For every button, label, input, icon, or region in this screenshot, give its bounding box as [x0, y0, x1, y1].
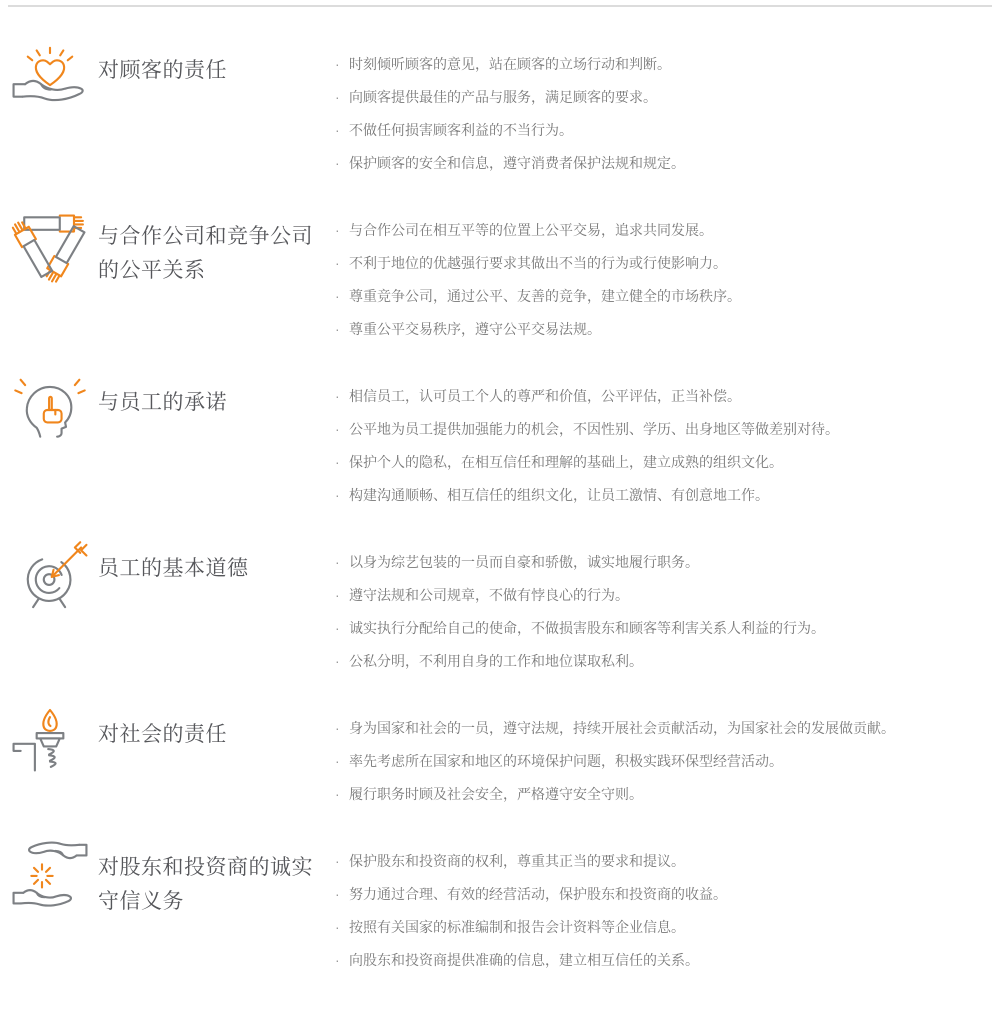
- bullet-item: · 努力通过合理、有效的经营活动，保护股东和投资商的收益。: [332, 878, 1000, 911]
- section-title: 对社会的责任: [98, 723, 227, 746]
- bullet-list: [332, 835, 1000, 977]
- bullet-item: · 率先考虑所在国家和地区的环境保护问题，积极实践环保型经营活动。: [332, 745, 1000, 778]
- giving-hands-icon: [10, 835, 90, 915]
- bullet-list: [332, 702, 1000, 811]
- bullet-item: · 公私分明，不利用自身的工作和地位谋取私利。: [332, 645, 1000, 678]
- bullet-item: · 不利于地位的优越强行要求其做出不当的行为或行使影响力。: [332, 247, 1000, 280]
- section-employee-commitment: [10, 370, 1000, 512]
- section-title: 对顾客的责任: [98, 59, 227, 82]
- bullet-item: · 按照有关国家的标准编制和报告会计资料等企业信息。: [332, 911, 1000, 944]
- bullet-item: · 与合作公司在相互平等的位置上公平交易，追求共同发展。: [332, 214, 1000, 247]
- bullet-item: · 遵守法规和公司规章，不做有悖良心的行为。: [332, 579, 1000, 612]
- hand-holding-heart-icon: [10, 38, 90, 118]
- bullet-list: [332, 204, 1000, 346]
- bullet-item: · 保护股东和投资商的权利，尊重其正当的要求和提议。: [332, 845, 1000, 878]
- section-title: 与员工的承诺: [98, 391, 227, 414]
- three-hands-triangle-icon: [10, 204, 90, 284]
- pledge-head-icon: [10, 370, 90, 450]
- section-title: 员工的基本道德: [98, 557, 249, 580]
- bullet-item: · 相信员工，认可员工个人的尊严和价值，公平评估，正当补偿。: [332, 380, 1000, 413]
- bullet-item: · 向股东和投资商提供准确的信息，建立相互信任的关系。: [332, 944, 1000, 977]
- bullet-item: · 不做任何损害顾客利益的不当行为。: [332, 114, 1000, 147]
- bullet-list: [332, 536, 1000, 678]
- bullet-item: · 身为国家和社会的一员，遵守法规，持续开展社会贡献活动，为国家社会的发展做贡献。: [332, 712, 1000, 745]
- bullet-list: [332, 38, 1000, 180]
- bullet-list: [332, 370, 1000, 512]
- section-fair-relations: [10, 204, 1000, 346]
- bullet-item: · 尊重竞争公司，通过公平、友善的竞争，建立健全的市场秩序。: [332, 280, 1000, 313]
- hand-holding-torch-icon: [10, 702, 90, 782]
- section-customers: [10, 38, 1000, 180]
- bullet-item: · 构建沟通顺畅、相互信任的组织文化，让员工激情、有创意地工作。: [332, 479, 1000, 512]
- top-divider: [8, 5, 992, 7]
- bullet-item: · 公平地为员工提供加强能力的机会，不因性别、学历、出身地区等做差别对待。: [332, 413, 1000, 446]
- bullet-item: · 尊重公平交易秩序，遵守公平交易法规。: [332, 313, 1000, 346]
- section-shareholders: [10, 835, 1000, 977]
- section-title: 对股东和投资商的诚实守信义务: [98, 856, 313, 913]
- bullet-item: · 以身为综艺包装的一员而自豪和骄傲，诚实地履行职务。: [332, 546, 1000, 579]
- bullet-item: · 时刻倾听顾客的意见，站在顾客的立场行动和判断。: [332, 48, 1000, 81]
- target-arrow-icon: [10, 536, 90, 616]
- bullet-item: · 保护个人的隐私，在相互信任和理解的基础上，建立成熟的组织文化。: [332, 446, 1000, 479]
- section-basic-ethics: [10, 536, 1000, 678]
- bullet-item: · 诚实执行分配给自己的使命，不做损害股东和顾客等利害关系人利益的行为。: [332, 612, 1000, 645]
- section-title: 与合作公司和竞争公司的公平关系: [98, 225, 313, 282]
- bullet-item: · 履行职务时顾及社会安全，严格遵守安全守则。: [332, 778, 1000, 811]
- bullet-item: · 保护顾客的安全和信息，遵守消费者保护法规和规定。: [332, 147, 1000, 180]
- bullet-item: · 向顾客提供最佳的产品与服务，满足顾客的要求。: [332, 81, 1000, 114]
- section-society: [10, 702, 1000, 811]
